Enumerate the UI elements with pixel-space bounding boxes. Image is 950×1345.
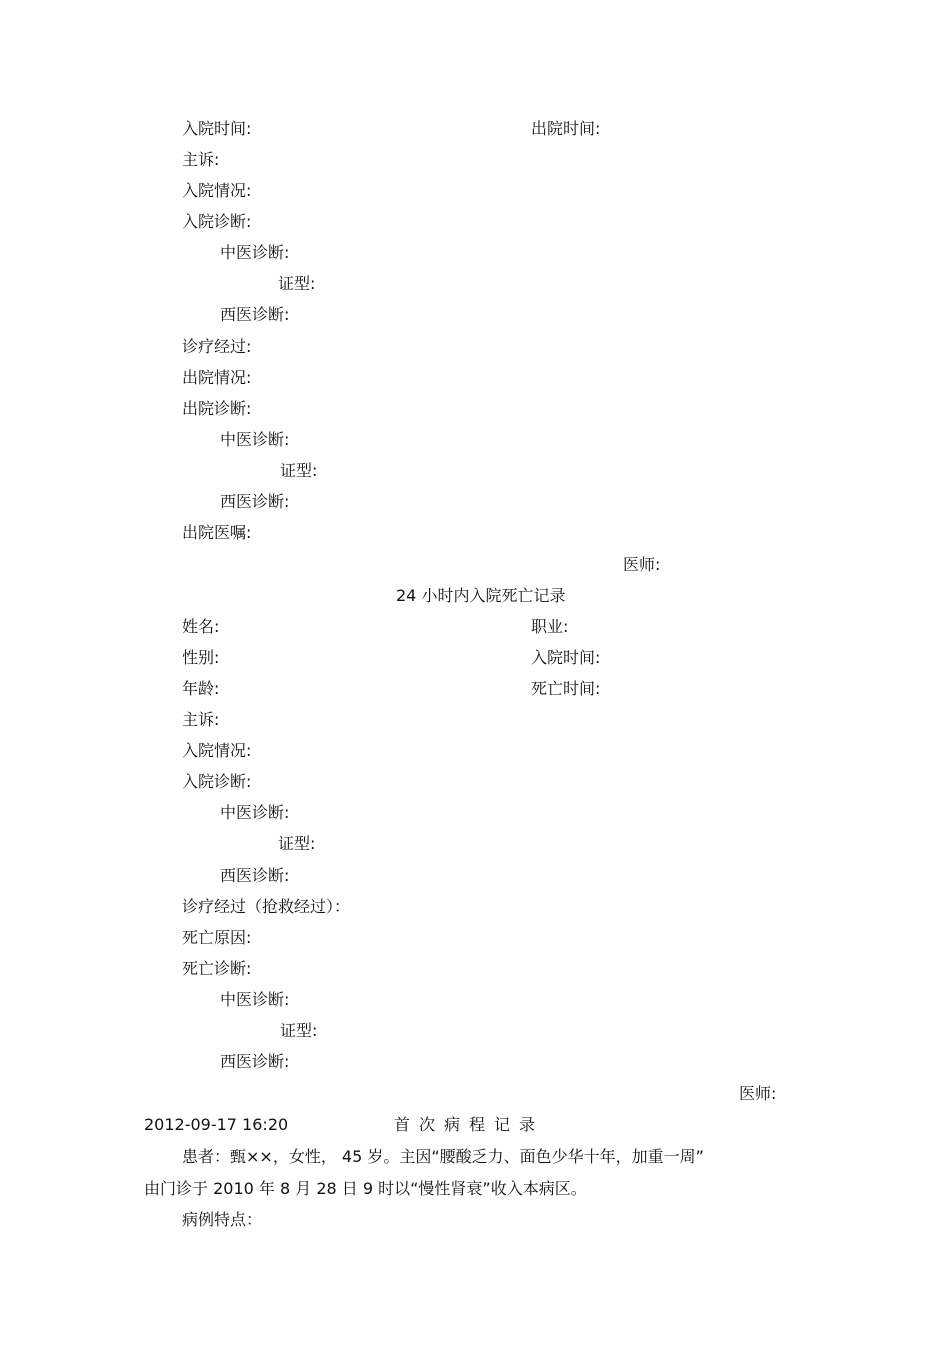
progress-record-title: 首次病程记录	[394, 1115, 545, 1134]
syndrome-label: 证型:	[280, 1021, 318, 1040]
admit-status-label: 入院情况:	[182, 741, 252, 760]
death-diagnosis-label: 死亡诊断:	[182, 959, 252, 978]
doctor-signature-label: 医师:	[623, 555, 661, 574]
death-cause-label: 死亡原因:	[182, 928, 252, 947]
syndrome-label: 证型:	[280, 461, 318, 480]
tcm-diagnosis-label: 中医诊断:	[220, 243, 290, 262]
record-datetime: 2012-09-17 16:20	[144, 1115, 289, 1134]
death-record-title: 24 小时内入院死亡记录	[396, 586, 566, 605]
tcm-diagnosis-label: 中医诊断:	[220, 990, 290, 1009]
treatment-label: 诊疗经过:	[182, 337, 252, 356]
admit-diagnosis-label: 入院诊断:	[182, 212, 252, 231]
sex-label: 性别:	[182, 648, 220, 667]
patient-summary-line-2: 由门诊于 2010 年 8 月 28 日 9 时以“慢性肾衰”收入本病区。	[144, 1179, 587, 1198]
discharge-time-label: 出院时间:	[531, 119, 601, 138]
age-label: 年龄:	[182, 679, 220, 698]
western-diagnosis-label: 西医诊断:	[220, 492, 290, 511]
syndrome-label: 证型:	[278, 834, 316, 853]
complaint-label: 主诉:	[182, 710, 220, 729]
patient-summary-line-1: 患者：甄××，女性， 45 岁。主因“腰酸乏力、面色少华十年，加重一周”	[182, 1147, 704, 1166]
western-diagnosis-label: 西医诊断:	[220, 866, 290, 885]
admit-diagnosis-label: 入院诊断:	[182, 772, 252, 791]
western-diagnosis-label: 西医诊断:	[220, 1052, 290, 1071]
occupation-label: 职业:	[531, 617, 569, 636]
admit-time-label: 入院时间:	[531, 648, 601, 667]
doctor-signature-label: 医师:	[739, 1084, 777, 1103]
syndrome-label: 证型:	[278, 274, 316, 293]
discharge-diagnosis-label: 出院诊断:	[182, 399, 252, 418]
case-features-label: 病例特点：	[182, 1210, 263, 1229]
discharge-status-label: 出院情况:	[182, 368, 252, 387]
admit-status-label: 入院情况:	[182, 181, 252, 200]
name-label: 姓名:	[182, 617, 220, 636]
tcm-diagnosis-label: 中医诊断:	[220, 803, 290, 822]
complaint-label: 主诉:	[182, 150, 220, 169]
admit-time-label: 入院时间:	[182, 119, 252, 138]
tcm-diagnosis-label: 中医诊断:	[220, 430, 290, 449]
western-diagnosis-label: 西医诊断:	[220, 305, 290, 324]
treatment-rescue-label: 诊疗经过（抢救经过）：	[182, 897, 351, 916]
death-time-label: 死亡时间:	[531, 679, 601, 698]
discharge-orders-label: 出院医嘱:	[182, 523, 252, 542]
